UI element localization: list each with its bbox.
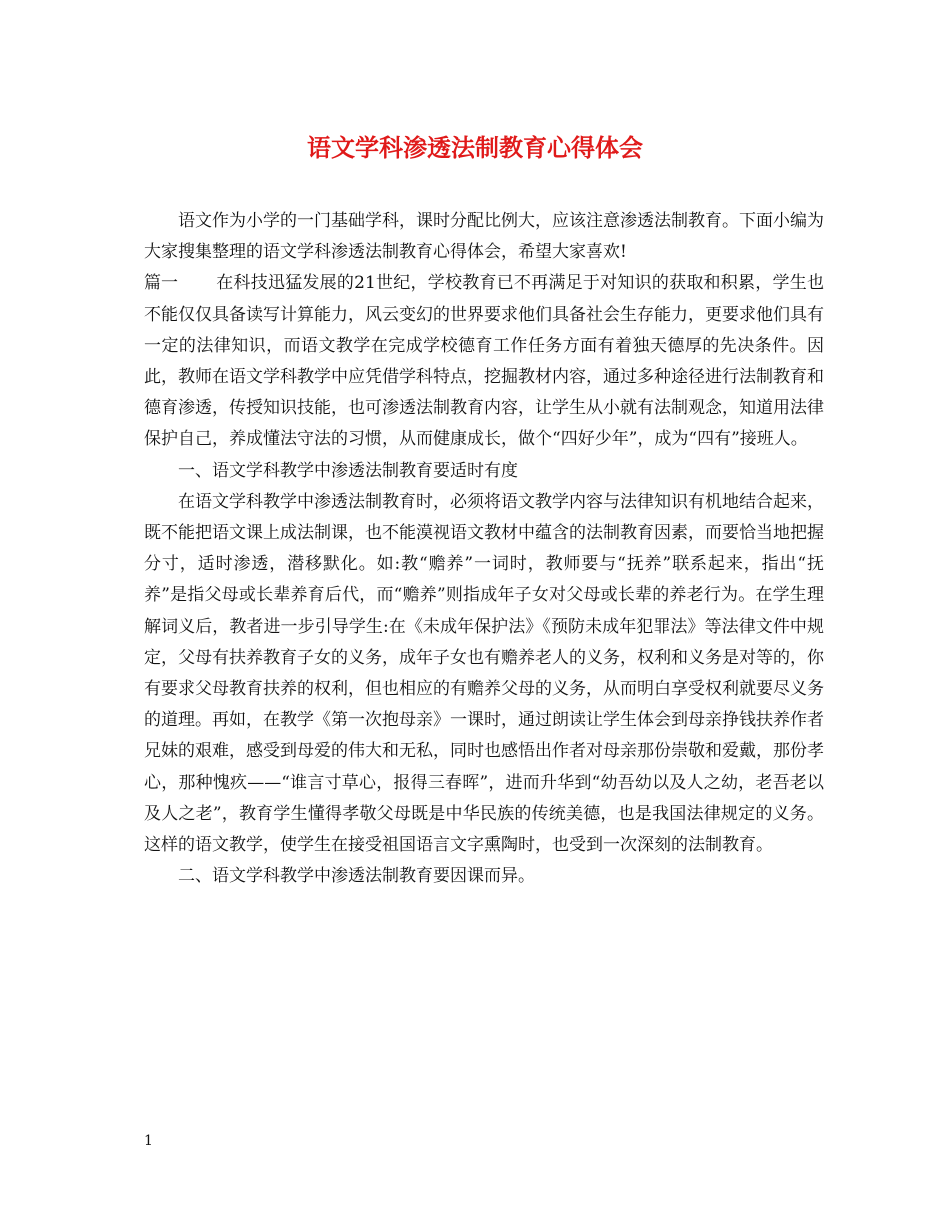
part-one-paragraph [144, 268, 824, 455]
part-label: 篇一 [144, 273, 178, 294]
page-number: 1 [144, 1133, 153, 1149]
section-heading-one: 一、语文学科教学中渗透法制教育要适时有度 [178, 460, 518, 481]
document-body [144, 206, 824, 892]
intro-paragraph: 语文作为小学的一门基础学科，课时分配比例大，应该注意渗透法制教育。下面小编为大家搜集整理的语文学科渗透法制教育心得体会，希望大家喜欢! [144, 211, 824, 263]
section-heading-two: 二、语文学科教学中渗透法制教育要因课而异。 [178, 866, 535, 887]
part-one-text: 在科技迅猛发展的21世纪，学校教育已不再满足于对知识的获取和积累，学生也不能仅仅具备读写计算能力，风云变幻的世界要求他们具备社会生存能力，更要求他们具有一定的法律知识，而语文教学在完成学校德育工作任务方面有着独天德厚的先决条件。因此，教师在语文学科教学中应凭借学科特点，挖掘教材内容，通过多种途径进行法制教育和德育渗透，传授知识技能，也可渗透法制教育内容，让学生从小就有法制观念，知道用法律保护自己，养成懂法守法的习惯，从而健康成长，做个“四好少年”，成为“四有”接班人。 [144, 273, 824, 450]
document-title: 语文学科渗透法制教育心得体会 [307, 133, 643, 162]
section-one-paragraph: 在语文学科教学中渗透法制教育时，必须将语文教学内容与法律知识有机地结合起来，既不能把语文课上成法制课，也不能漠视语文教材中蕴含的法制教育因素，而要恰当地把握分寸，适时渗透，潜移默化。如:教“赡养”一词时，教师要与“抚养”联系起来，指出“抚养”是指父母或长辈养育后代，而“赡养”则指成年子女对父母或长辈的养老行为。在学生理解词义后，教者进一步引导学生:在《未成年保护法》《预防未成年犯罪法》等法律文件中规定，父母有扶养教育子女的义务，成年子女也有赡养老人的义务，权利和义务是对等的，你有要求父母教育扶养的权利，但也相应的有赡养父母的义务，从而明白享受权利就要尽义务的道理。再如，在教学《第一次抱母亲》一课时，通过朗读让学生体会到母亲挣钱扶养作者兄妹的艰难，感受到母爱的伟大和无私，同时也感悟出作者对母亲那份崇敬和爱戴，那份孝心，那种愧疚——“谁言寸草心，报得三春晖”，进而升华到“幼吾幼以及人之幼，老吾老以及人之老”，教育学生懂得孝敬父母既是中华民族的传统美德，也是我国法律规定的义务。这样的语文教学，使学生在接受祖国语言文字熏陶时，也受到一次深刻的法制教育。 [144, 491, 824, 856]
